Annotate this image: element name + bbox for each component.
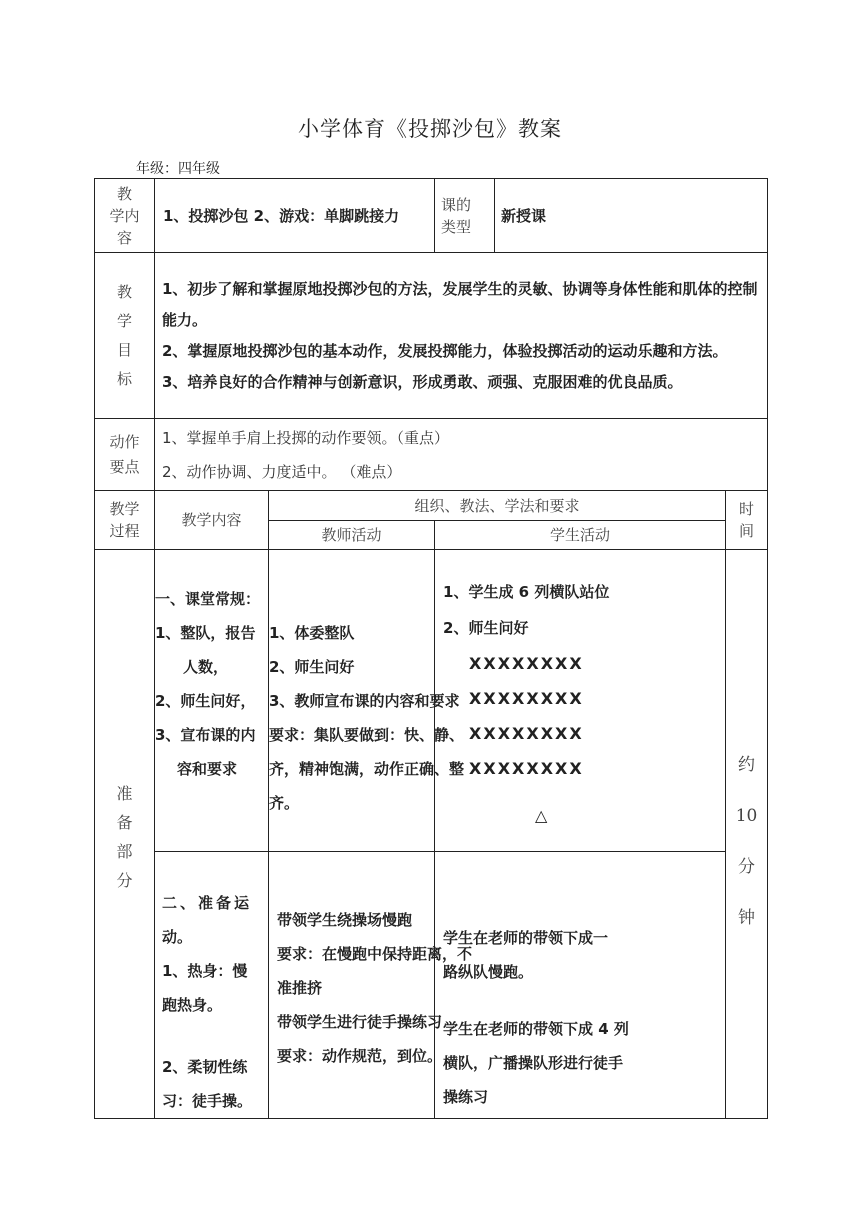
prep2-student-line: 路纵队慢跑。 [443, 963, 534, 981]
prep2-content-line: 动。 [162, 928, 193, 946]
content-label-2: 学内 [109, 206, 140, 225]
goals-label-cell [95, 253, 155, 419]
prep2-content-line: 2、柔韧性练 [162, 1058, 248, 1076]
teacher-position-mark: △ [535, 806, 548, 825]
prep2-student-cell [435, 852, 726, 1119]
point-item: 1、掌握单手肩上投掷的动作要领。（重点） [162, 428, 450, 447]
content-row [95, 179, 768, 253]
prep1-teacher-line: 齐，精神饱满，动作正确、整 [269, 760, 465, 778]
type-label-1: 课的 [441, 195, 472, 214]
prep2-content-line: 习：徒手操。 [162, 1092, 253, 1110]
formation-row: XXXXXXXX [469, 654, 584, 673]
grade-label: 年级：四年级 [136, 161, 220, 177]
points-label-cell [95, 419, 155, 491]
prep-time-2: 10 [735, 806, 758, 826]
prep-time-3: 分 [738, 857, 756, 877]
prep1-content-line: 2、师生问好， [155, 692, 256, 710]
goals-label-3: 目 [116, 340, 132, 359]
prep2-teacher-line: 带领学生绕操场慢跑 [277, 911, 413, 929]
content-label-1: 教 [116, 184, 132, 203]
student-header: 学生活动 [435, 521, 726, 550]
prep1-content-line: 容和要求 [177, 760, 238, 778]
formation-row: XXXXXXXX [469, 724, 584, 743]
prep2-student-line: 操练习 [443, 1088, 489, 1106]
prep-time-4: 钟 [738, 908, 756, 928]
prep1-teacher-line: 齐。 [269, 794, 300, 812]
prep-label-cell [95, 550, 155, 1119]
prep2-student-line: 学生在老师的带领下成一 [443, 929, 609, 947]
prep-part2-row [95, 852, 768, 1119]
prep-part1-row [95, 550, 768, 852]
goal-item: 1、初步了解和掌握原地投掷沙包的方法，发展学生的灵敏、协调等身体性能和肌体的控制能力。 [162, 279, 758, 329]
process-label-2: 过程 [109, 522, 140, 540]
prep1-teacher-cell [269, 550, 465, 852]
prep1-teacher-line: 3、教师宣布课的内容和要求 [269, 692, 460, 710]
points-label-1: 动作 [109, 432, 140, 451]
prep1-teacher-line: 要求：集队要做到：快、静、 [269, 726, 465, 744]
type-label-2: 类型 [441, 217, 472, 236]
prep1-student-cell [435, 550, 726, 852]
type-value: 新授课 [495, 179, 768, 253]
prep2-teacher-cell [269, 852, 473, 1119]
prep2-teacher-line: 要求：在慢跑中保持距离，不 [277, 945, 473, 963]
teacher-header: 教师活动 [269, 521, 435, 550]
points-label-2: 要点 [109, 457, 140, 476]
prep2-teacher-line: 带领学生进行徒手操练习 [277, 1013, 443, 1031]
prep2-teacher-line: 要求：动作规范，到位。 [277, 1047, 443, 1065]
type-label-cell [435, 179, 495, 253]
org-header: 组织、教法、学法和要求 [269, 491, 726, 521]
goal-item: 3、培养良好的合作精神与创新意识，形成勇敢、顽强、克服困难的优良品质。 [162, 372, 683, 391]
formation-block [443, 646, 725, 786]
time-header-cell [726, 491, 768, 550]
formation-row: XXXXXXXX [469, 759, 584, 778]
lesson-plan-table [94, 178, 768, 1119]
content-value: 1、投掷沙包 2、游戏：单脚跳接力 [155, 179, 435, 253]
prep1-teacher-line: 1、体委整队 [269, 624, 355, 642]
process-label-cell [95, 491, 155, 550]
time-header-2: 间 [739, 522, 755, 540]
prep2-content-line: 跑热身。 [162, 996, 223, 1014]
content-label-3: 容 [116, 228, 132, 247]
prep-label-1: 准 [116, 784, 133, 803]
point-item: 2、动作协调、力度适中。 （难点） [162, 462, 402, 481]
prep1-content-line: 人数， [183, 658, 229, 676]
prep-time-1: 约 [738, 755, 756, 775]
content-label-cell [95, 179, 155, 253]
prep1-student-line: 1、学生成 6 列横队站位 [443, 583, 610, 601]
prep2-content-line: 1、热身：慢 [162, 962, 248, 980]
process-label-1: 教学 [109, 500, 140, 518]
document-title: 小学体育《投掷沙包》教案 [298, 117, 562, 141]
goal-item: 2、掌握原地投掷沙包的基本动作，发展投掷能力，体验投掷活动的运动乐趣和方法。 [162, 341, 728, 360]
prep-label-2: 备 [116, 813, 133, 832]
goals-label-2: 学 [116, 311, 132, 330]
formation-row: XXXXXXXX [469, 689, 584, 708]
prep2-teacher-line: 准推挤 [277, 979, 323, 997]
prep2-student-line: 学生在老师的带领下成 4 列 [443, 1020, 629, 1038]
content-header: 教学内容 [155, 491, 269, 550]
prep-label-4: 分 [116, 871, 133, 890]
points-cell [155, 419, 768, 491]
prep1-content-line: 1、整队，报告 [155, 624, 256, 642]
prep2-content-cell [155, 852, 269, 1119]
goals-label-4: 标 [116, 369, 132, 388]
prep2-student-line: 横队，广播操队形进行徒手 [443, 1054, 624, 1072]
prep1-content-line: 一、课堂常规： [155, 590, 261, 608]
goals-row [95, 253, 768, 419]
prep2-content-line: 二、准备运 [162, 894, 253, 912]
prep1-content-line: 3、宣布课的内 [155, 726, 256, 744]
prep-label-3: 部 [116, 842, 133, 861]
points-row [95, 419, 768, 491]
prep1-teacher-line: 2、师生问好 [269, 658, 355, 676]
goals-label-1: 教 [116, 282, 132, 301]
prep-time-cell [726, 550, 768, 1119]
process-header-row [95, 491, 768, 521]
time-header-1: 时 [739, 500, 755, 518]
goals-cell [155, 253, 768, 419]
prep1-content-cell [155, 550, 269, 852]
prep1-student-line: 2、师生问好 [443, 619, 529, 637]
